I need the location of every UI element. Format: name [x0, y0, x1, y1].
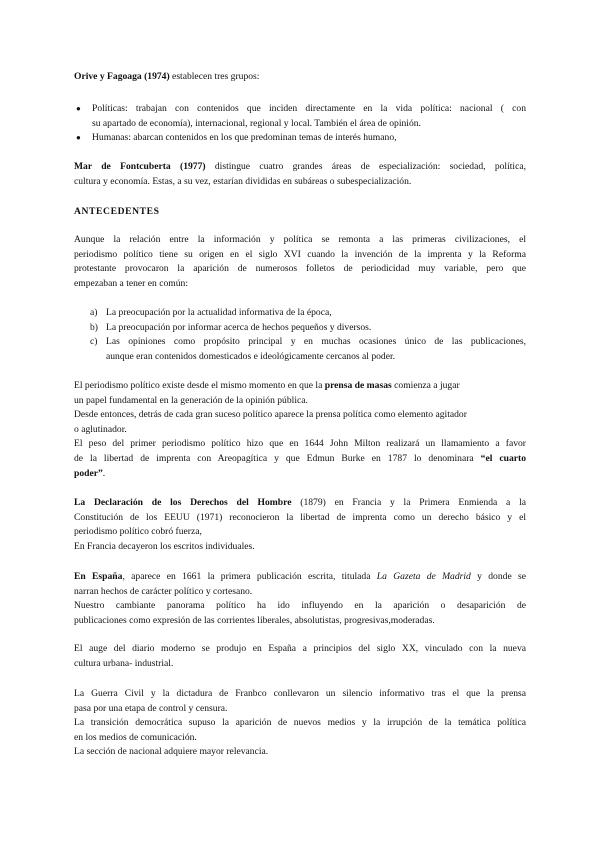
author-citation: Orive y Fagoaga (1974)	[74, 71, 170, 82]
paragraph-fontcuberta: Mar de Fontcuberta (1977) distingue cuatro grandes áreas de especialización: sociedad, política, cultura y economía. Estas, a su vez, estarían divididas en subáreas o subespecialización.	[74, 161, 526, 187]
list-item: ● Humanas: abarcan contenidos en los que predominan temas de interés humano,	[74, 131, 526, 146]
bullet-list	[74, 102, 526, 146]
paragraph-espana: En España, aparece en 1661 la primera publicación escrita, titulada La Gazeta de Madrid y donde se narran hechos de carácter político y cortesano. Nuestro cambiante panorama político ha ido influyendo en la aparición o desaparición de publicaciones como expresión de las corrientes liberales, absolutistas, progresivas,moderadas.	[74, 571, 526, 626]
section-heading: ANTECEDENTES	[74, 206, 160, 217]
paragraph-diario-moderno: El auge del diario moderno se produjo en España a principios del siglo XX, vinculado con la nueva cultura urbana- industrial.	[74, 643, 526, 669]
author-citation: Mar de Fontcuberta (1977)	[74, 161, 206, 172]
list-item: ● Políticas: trabajan con contenidos que inciden directamente en la vida política: nacional ( con su apartado de economía), internacional, regional y local. También el área de opinión.	[74, 102, 526, 131]
paragraph-guerra-civil: La Guerra Civil y la dictadura de Franbco conllevaron un silencio informativo tras el que la prensa pasa por una etapa de control y censura. La transición democrática supuso la aparición de nuevos medios y la irrupción de la temática política en los medios de comunicación. La sección de nacional adquiere mayor relevancia.	[74, 688, 526, 758]
list-item: c) Las opiniones como propósito principal y en muchas ocasiones único de las publicaciones, aunque eran contenidos domesticados e ideológicamente cercanos al poder.	[90, 336, 526, 362]
paragraph-prensa-masas: El periodismo político existe desde el mismo momento en que la prensa de masas comienza a jugar un papel fundamental en la generación de la opinión pública. Desde entonces, detrás de cada gran suceso político aparece la prensa política como elemento agitador o aglutinador. El peso del primer periodismo político hizo que en 1644 John Milton realizará un llamamiento a favor de la libertad de imprenta con Areopagítica y que Edmun Burke en 1787 lo denominara “el cuarto poder”.	[74, 380, 526, 479]
list-item: b) La preocupación por informar acerca de hechos pequeños y diversos.	[90, 321, 372, 333]
paragraph-declaracion: La Declaración de los Derechos del Hombre (1879) en Francia y la Primera Enmienda a la Constitución de los EEUU (1971) reconocieron la libertad de imprenta como un derecho básico y el periodismo político cobró fuerza, En Francia decayeron los escritos individuales.	[74, 497, 526, 552]
list-item: a) La preocupación por la actualidad informativa de la época,	[90, 307, 332, 318]
paragraph-antecedentes: Aunque la relación entre la información y política se remonta a las primeras civilizaciones, el periodismo político tiene su origen en el siglo XVI cuando la invención de la imprenta y la Reforma protestante provocaron la aparición de numerosos folletos de periodicidad muy variable, pero que empezaban a tener en común:	[74, 234, 526, 289]
paragraph-orive	[74, 70, 526, 85]
paragraph-line: Orive y Fagoaga (1974) establecen tres grupos:	[74, 71, 260, 82]
lettered-list	[74, 306, 526, 364]
